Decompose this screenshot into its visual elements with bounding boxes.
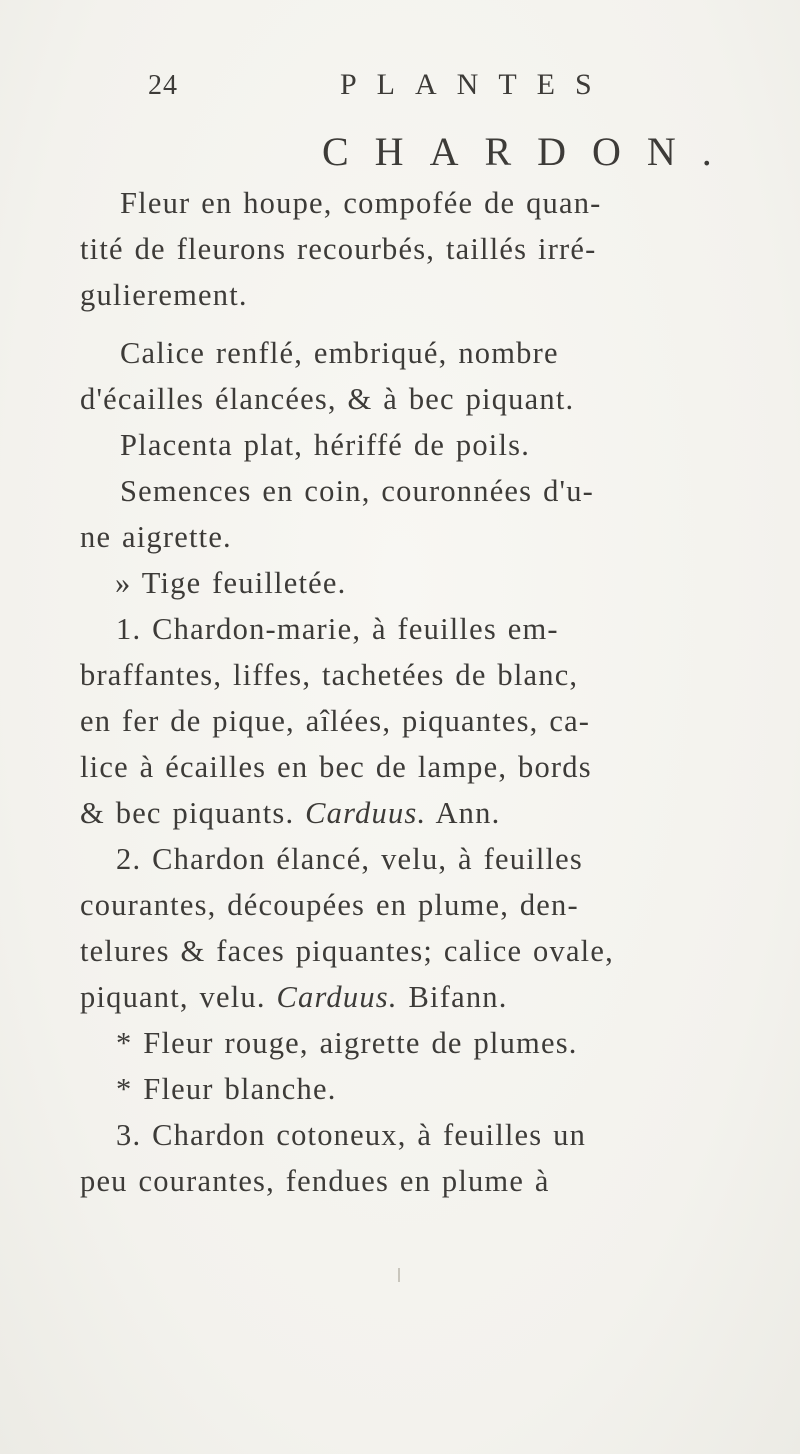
text-line: peu courantes, fendues en plume à	[80, 1164, 550, 1198]
text-line: » Tige feuilletée.	[115, 566, 347, 600]
text-line: braffantes, liffes, tachetées de blanc,	[80, 658, 579, 692]
text-line: courantes, découpées en plume, den-	[80, 888, 579, 922]
line-text: piquant, velu.	[80, 980, 266, 1014]
paper-blemish	[398, 1268, 400, 1282]
text-line: Placenta plat, hériffé de poils.	[120, 428, 531, 462]
text-line	[80, 982, 508, 1013]
section-title: CHARDON.	[322, 129, 738, 174]
latin-name: Carduus.	[305, 796, 427, 830]
text-line: * Fleur blanche.	[116, 1072, 337, 1106]
text-line	[80, 798, 500, 829]
text-line: tité de fleurons recourbés, taillés irré-	[80, 232, 597, 266]
text-line: Fleur en houpe, compofée de quan-	[120, 186, 602, 220]
running-head: PLANTES	[340, 68, 612, 101]
text-line: d'écailles élancées, & à bec piquant.	[80, 382, 575, 416]
text-line: 2. Chardon élancé, velu, à feuilles	[116, 842, 583, 876]
page-number: 24	[148, 70, 178, 101]
latin-name: Carduus.	[276, 980, 398, 1014]
page-header	[0, 68, 800, 118]
text-line: Semences en coin, couronnées d'u-	[120, 474, 595, 508]
text-line: lice à écailles en bec de lampe, bords	[80, 750, 592, 784]
text-line: 3. Chardon cotoneux, à feuilles un	[116, 1118, 587, 1152]
author-abbreviation: Bifann.	[408, 980, 508, 1014]
text-line: 1. Chardon-marie, à feuilles em-	[116, 612, 559, 646]
text-line: Calice renflé, embriqué, nombre	[120, 336, 559, 370]
text-line: en fer de pique, aîlées, piquantes, ca-	[80, 704, 591, 738]
line-text: & bec piquants.	[80, 796, 295, 830]
author-abbreviation: Ann.	[435, 796, 501, 830]
text-line: telures & faces piquantes; calice ovale,	[80, 934, 614, 968]
text-line: gulierement.	[80, 278, 248, 312]
text-line: * Fleur rouge, aigrette de plumes.	[116, 1026, 578, 1060]
text-line: ne aigrette.	[80, 520, 232, 554]
